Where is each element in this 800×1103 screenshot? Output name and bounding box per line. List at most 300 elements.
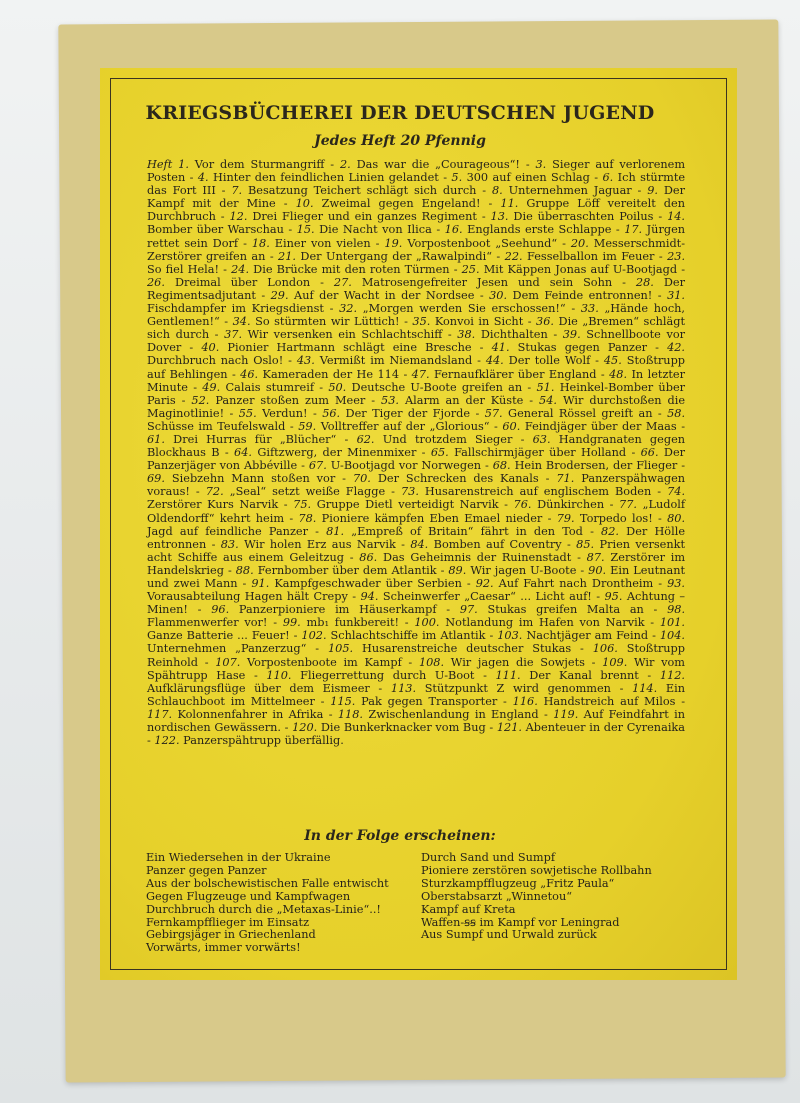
issue-title: Vorpostenboote im Kampf [247, 655, 402, 669]
issue-title: Wir jagen U-Boote [470, 563, 577, 577]
issue-number: 109. [602, 655, 628, 669]
issue-title: Die „Bremen“ schlägt sich durch [147, 315, 686, 342]
issue-title: Zwischenlandung in England [368, 707, 539, 721]
list-item [198, 171, 439, 184]
issue-number: 115. [330, 694, 356, 708]
list-item [496, 669, 639, 682]
issue-title: Wir holen Erz aus Narvik [244, 537, 396, 551]
list-item [154, 734, 343, 747]
upcoming-item: Gegen Flugzeuge und Kampfwagen [146, 889, 351, 903]
issue-number: 29. [270, 288, 289, 302]
issue-title: Vorausabteilung Hagen hält Crepy [147, 590, 348, 604]
issue-title: Handgranaten gegen Blockhaus B [147, 432, 686, 460]
issue-title: Scheinwerfer „Caesar“ ... Licht auf! [382, 590, 592, 604]
list-item [206, 485, 385, 498]
issue-number: 39. [562, 328, 581, 342]
issue-number: 4. [197, 171, 209, 185]
list-item [401, 485, 651, 498]
issue-title: Konvoi in Sicht [434, 315, 524, 329]
upcoming-item: Panzer gegen Panzer [146, 863, 267, 877]
issue-title: Matrosengefreiter Jesen und sein Sohn [361, 275, 613, 289]
issue-number: 20. [570, 236, 589, 250]
issue-number: 91. [251, 577, 270, 590]
issue-title: Drei Hurras für „Blücher“ [173, 432, 337, 446]
list-item [497, 721, 685, 734]
issue-number: 28. [635, 275, 654, 289]
issue-title: Dem Feinde entronnen! [512, 288, 653, 302]
issue-number: 62. [356, 432, 375, 446]
list-item [357, 433, 513, 446]
issue-number: 83. [220, 537, 239, 551]
issue-title: Giftzwerg, der Minenmixer [257, 446, 417, 460]
issue-title: Panzerpioniere im Häuserkampf [238, 603, 437, 617]
series-title: KRIEGSBÜCHEREI DER DEUTSCHEN JUGEND [145, 102, 655, 124]
list-item [502, 420, 676, 433]
issue-number: 64. [234, 446, 253, 460]
issue-title: Gruppe Dietl verteidigt Narvik [316, 498, 499, 512]
list-item [489, 289, 652, 302]
issue-title: Wir jagen die Sowjets [450, 655, 585, 669]
list-item [381, 394, 523, 407]
issue-number: 89. [448, 563, 467, 577]
issue-title: Volltreffer auf der „Glorious“ [320, 419, 490, 433]
list-item [231, 184, 476, 197]
issue-number: 98. [667, 603, 686, 617]
list-item [292, 721, 486, 734]
issue-number: 103. [497, 629, 523, 643]
issue-title: Drei Flieger und ein ganzes Regiment [252, 210, 477, 224]
list-item [298, 420, 489, 433]
issue-title: Und trotzdem Sieger [382, 432, 513, 446]
list-item [340, 158, 520, 171]
issue-title: Hein Brodersen, der Flieger [514, 459, 678, 473]
issue-title: „Empreß of Britain“ fährt in den Tod [351, 524, 583, 538]
issue-number: 110. [266, 668, 292, 682]
issue-number: 99. [282, 616, 301, 630]
issue-number: 113. [390, 681, 417, 695]
list-item [271, 289, 475, 302]
issue-title: Sieger auf verlorenem Posten [147, 158, 686, 185]
issue-title: Panzerspähwagen voraus! [147, 472, 686, 499]
list-item [334, 276, 612, 289]
issue-number: 11. [500, 197, 519, 211]
issue-title: Das Geheimnis der Ruinenstadt [383, 550, 572, 564]
issue-title: Der Regimentsadjutant [147, 275, 686, 302]
issue-number: 119. [553, 707, 579, 721]
issue-number: 100. [414, 616, 440, 630]
issue-title: Prien versenkt acht Schiffe aus einem Geleitzug [147, 537, 686, 564]
issue-title: Einer von vielen [274, 236, 371, 250]
issue-number: 66. [640, 446, 659, 460]
upcoming-item: Aus der bolschewistischen Falle entwischt [146, 876, 389, 890]
issue-number: 118. [337, 707, 364, 721]
issue-number: 36. [536, 315, 555, 329]
issue-title: Dünkirchen [537, 498, 605, 512]
issue-number: 79. [556, 511, 575, 525]
list-item [497, 629, 648, 642]
list-item [221, 538, 396, 551]
issue-number: 33. [580, 302, 599, 316]
issue-title: Hinter den feindlichen Linien gelandet [213, 171, 439, 185]
issue-title: „Ludolf Oldendorff“ kehrt heim [147, 498, 686, 525]
issue-title: Vorpostenboot „Seehund“ [407, 236, 558, 250]
upcoming-item: Pioniere zerstören sowjetische Rollbahn [421, 863, 652, 877]
issue-number: 95. [604, 590, 623, 604]
issue-title: Fesselballon im Feuer [527, 249, 655, 263]
issue-title: Der Tiger der Fjorde [345, 406, 471, 420]
upcoming-list-left [146, 852, 406, 955]
issue-title: Feindjäger über der Maas [524, 419, 677, 433]
issue-title: Kolonnenfahrer in Afrika [177, 707, 324, 721]
list-item [492, 341, 647, 354]
issue-number: 49. [202, 380, 221, 394]
issue-number: 76. [513, 498, 532, 512]
list-item [191, 394, 365, 407]
upcoming-item: Sturzkampfflugzeug „Fritz Paula“ [421, 876, 615, 890]
issue-number: 59. [298, 419, 317, 433]
issue-number: 17. [624, 223, 643, 237]
issue-title: Pioniere kämpfen Eben Emael nieder [321, 511, 543, 525]
list-item [240, 368, 399, 381]
issue-number: 74. [667, 485, 686, 499]
issue-number: 86. [359, 550, 378, 564]
issue-number: 21. [278, 249, 297, 263]
issue-number: 46. [240, 367, 259, 381]
issue-number: 97. [459, 603, 478, 617]
issue-title: Wir versenken ein Schlachtschiff [247, 328, 443, 342]
issue-title: Kampfgeschwader über Serbien [274, 577, 462, 590]
list-item [147, 708, 323, 721]
issue-number: 63. [532, 432, 551, 446]
list-item [251, 577, 462, 590]
issue-number: 69. [147, 472, 165, 486]
list-item [202, 381, 314, 394]
issue-number: 34. [232, 315, 251, 329]
list-item [384, 237, 557, 250]
issue-title: U-Bootjagd vor Norwegen [330, 459, 482, 473]
issue-title: Aufklärungsflüge über dem Eismeer [147, 681, 370, 695]
issue-number: 106. [592, 642, 618, 656]
issue-title: Der Kanal brennt [529, 668, 639, 682]
upcoming-item: Vorwärts, immer vorwärts! [146, 941, 301, 955]
issue-number: 67. [308, 459, 327, 473]
list-item [557, 512, 653, 525]
issue-title: Zerstörer Kurs Narvik [147, 498, 279, 512]
issue-number: 10. [295, 197, 314, 211]
issue-title: Verdun! [262, 406, 308, 420]
issue-number: 117. [147, 707, 173, 721]
issue-title: Bomber über Warschau [147, 223, 284, 237]
issue-title: Schlachtschiffe im Atlantik [330, 629, 486, 643]
list-item [486, 354, 590, 367]
issue-number: 7. [231, 184, 243, 198]
issue-number: 31. [667, 288, 686, 302]
issue-title: Der Untergang der „Rawalpindi“ [300, 249, 493, 263]
list-item [298, 512, 542, 525]
issue-number: 107. [215, 655, 241, 669]
issue-number: 84. [410, 537, 429, 551]
list-item [505, 250, 655, 263]
issue-number: 40. [201, 341, 220, 355]
list-item [460, 603, 644, 616]
issue-number: 22. [504, 249, 523, 263]
price-subtitle: Jedes Heft 20 Pfennig [314, 133, 486, 149]
upcoming-list-right [421, 852, 711, 942]
issue-title: Notlandung im Hafen von Narvik [445, 616, 645, 630]
issue-title: Calais stumreif [225, 380, 315, 394]
issue-title: Unternehmen Jaguar [508, 184, 632, 198]
issue-title: Besatzung Teichert schlägt sich durch [248, 184, 477, 198]
list-item [278, 250, 492, 263]
list-item [178, 158, 324, 171]
list-item [301, 629, 485, 642]
issue-title: Wir vom Spähtrupp Hase [147, 655, 685, 682]
issue-number: 57. [484, 406, 503, 420]
list-item [236, 564, 437, 577]
list-item [493, 459, 678, 472]
issue-number: 58. [667, 406, 686, 420]
list-item [445, 223, 612, 236]
list-item [330, 695, 497, 708]
issue-number: 60. [502, 419, 521, 433]
issue-number: 87. [586, 550, 605, 564]
issue-number: 68. [492, 459, 511, 473]
issue-number: 114. [632, 681, 658, 695]
issue-number: 104. [659, 629, 686, 643]
issue-title: Panzerspähtrupp überfällig. [183, 734, 344, 748]
upcoming-item: Durchbruch durch die „Metaxas-Linie“..! [146, 902, 381, 916]
issue-title: „Hände hoch, Gentlemen!“ [147, 302, 686, 329]
list-item [391, 682, 611, 695]
issue-number: 9. [647, 184, 659, 198]
issue-title: Die Brücke mit den roten Türmen [253, 262, 450, 276]
issue-title: Der Schrecken des Kanals [377, 472, 539, 486]
issue-title: Gruppe Löff vereitelt den Durchbruch [147, 197, 685, 224]
upcoming-item: Kampf auf Kreta [421, 902, 516, 916]
issue-title: „Seal“ setzt weiße Flagge [229, 485, 386, 499]
issue-title: Schüsse im Teufelswald [147, 419, 286, 433]
issue-title: Der tolle Wolf [508, 354, 591, 368]
issue-number: 52. [191, 393, 210, 407]
issue-number: 35. [412, 315, 431, 329]
list-item [410, 538, 561, 551]
list-item [491, 210, 654, 223]
issue-number: 77. [619, 498, 638, 512]
issue-number: 111. [495, 668, 521, 682]
issue-title: Jagd auf feindliche Panzer [147, 524, 308, 538]
issue-number: 18. [251, 236, 270, 250]
issue-title: So fiel Hela! [147, 262, 220, 276]
issue-title: Stoßtrupp Reinhold [147, 642, 686, 669]
issue-title: Dichthalten [480, 328, 548, 342]
list-item [514, 498, 605, 511]
list-item [451, 171, 590, 184]
issue-number: 120. [292, 721, 318, 735]
issue-number: 25. [461, 262, 480, 276]
list-item [513, 695, 676, 708]
issue-number: 55. [238, 406, 257, 420]
list-item [309, 459, 481, 472]
list-item [296, 197, 481, 210]
issue-number: 3. [535, 158, 547, 171]
issue-number: 96. [211, 603, 230, 617]
issue-title: Der Panzerjäger von Abbéville [147, 446, 686, 473]
issue-title: Ein Schlauchboot im Mittelmeer [147, 681, 685, 708]
issue-number: 93. [667, 577, 686, 590]
issue-title: Abenteuer in der Cyrenaika [525, 721, 686, 735]
issue-title: Fallschirmjäger über Holland [454, 446, 627, 460]
issue-number: 54. [539, 393, 558, 407]
list-item [229, 210, 476, 223]
issue-number: 2. [339, 158, 351, 171]
issue-title: Alarm an der Küste [404, 393, 524, 407]
list-item [215, 656, 402, 669]
issue-number: 44. [485, 354, 504, 368]
issue-number: 73. [400, 485, 419, 499]
list-item [147, 276, 310, 289]
issue-title: Flammenwerfer vor! [147, 616, 268, 630]
issue-number: 81. [326, 524, 345, 538]
issue-number: 1. [178, 158, 189, 171]
list-item [234, 446, 416, 459]
list-item [322, 407, 470, 420]
list-item [211, 603, 436, 616]
issue-title: In letzter Minute [147, 367, 686, 394]
issue-number: 75. [293, 498, 312, 512]
issue-number: 13. [490, 210, 509, 224]
issue-title: Fernaufklärer über England [434, 367, 597, 381]
issue-number: 8. [491, 184, 503, 198]
upcoming-item: Fernkampfflieger im Einsatz [146, 915, 310, 929]
issue-title: Unternehmen „Panzerzug“ [147, 642, 307, 656]
issue-number: 45. [603, 354, 622, 368]
list-item [297, 354, 472, 367]
issue-number: 56. [322, 406, 341, 420]
issue-number: 50. [328, 380, 347, 394]
issue-number: 105. [327, 642, 354, 656]
list-item [431, 446, 626, 459]
list-item [297, 223, 432, 236]
issue-title: Fernbomber über dem Atlantik [257, 563, 437, 577]
issue-number: 12. [229, 210, 248, 224]
list-item [412, 315, 523, 328]
issue-title: Englands erste Schlappe [467, 223, 612, 237]
issue-number: 42. [667, 341, 686, 355]
list-item [326, 525, 583, 538]
issue-number: 72. [205, 485, 224, 499]
list-item [224, 328, 442, 341]
issue-title: Torpedo los! [579, 511, 653, 525]
list-item [252, 237, 371, 250]
issue-number: 16. [444, 223, 463, 237]
issue-title: Heinkel-Bomber über Paris [147, 380, 686, 407]
list-item [328, 381, 522, 394]
issue-title: Fliegerrettung durch U-Boot [300, 668, 475, 682]
issue-title: Kameraden der He 114 [262, 367, 400, 381]
issue-title: Panzer stoßen zum Meer [215, 393, 366, 407]
issue-number: 80. [667, 511, 686, 525]
issue-number: 43. [296, 354, 315, 368]
issue-title: Handstreich auf Milos [543, 694, 676, 708]
upcoming-item: Ein Wiedersehen in der Ukraine [146, 851, 331, 864]
upcoming-title: In der Folge erscheinen: [304, 828, 496, 844]
issue-title: Husarenstreich auf englischem Boden [424, 485, 652, 499]
list-item [147, 433, 336, 446]
issue-title: Fischdampfer im Kriegsdienst [147, 302, 324, 316]
issue-title: „Morgen werden Sie erschossen!“ [362, 302, 566, 316]
issue-number: 121. [496, 721, 522, 735]
issue-title: So stürmten wir Lüttich! [255, 315, 400, 329]
issue-title: Ganze Batterie ... Feuer! [147, 629, 290, 643]
issue-title: Die überraschten Poilus [513, 210, 654, 224]
issue-title: Schnellboote vor Dover [147, 328, 686, 355]
list-label: Heft [147, 158, 173, 171]
upcoming-item: Waffen-ꞩꞩ im Kampf vor Leningrad [421, 915, 620, 929]
upcoming-item: Oberstabsarzt „Winnetou“ [421, 889, 573, 903]
issue-number: 48. [609, 367, 628, 381]
issue-title: Der Hölle entronnen [147, 524, 686, 551]
issue-number: 27. [333, 275, 352, 289]
issue-number: 61. [147, 432, 165, 446]
issue-title: Stukas greifen Malta an [487, 603, 644, 617]
list-item [339, 302, 566, 315]
issue-number: 116. [512, 694, 538, 708]
issue-title: Zerstörer im Handelskrieg [147, 550, 686, 577]
issue-number: 26. [147, 275, 165, 289]
issue-number: 38. [457, 328, 476, 342]
issue-number: 112. [659, 668, 686, 682]
issue-title: Auf Feindfahrt in nordischen Gewässern. [147, 707, 686, 735]
list-item [293, 498, 498, 511]
issue-title: Stoßtrupp auf Behlingen [147, 354, 686, 381]
list-item [283, 616, 399, 629]
list-item [353, 472, 539, 485]
list-item [414, 616, 644, 629]
issue-number: 82. [601, 524, 619, 538]
list-item [147, 472, 335, 485]
issue-title: Pak gegen Transporter [361, 694, 498, 708]
issue-number: 51. [536, 380, 555, 394]
issue-number: 88. [235, 563, 254, 577]
issue-title: Deutsche U-Boote greifen an [351, 380, 523, 394]
issue-title: Das war die „Courageous“! [356, 158, 520, 171]
issue-title: Stukas gegen Panzer [517, 341, 648, 355]
issue-title: Achtung – Minen! [147, 590, 686, 617]
issue-number: 23. [667, 249, 686, 263]
issue-title: Mit Käppen Jonas auf U-Bootjagd [483, 262, 678, 276]
issue-number: 70. [352, 472, 371, 486]
issue-number: 94. [360, 590, 379, 604]
issue-number: 6. [602, 171, 614, 185]
booklet-list: Heft 1. Vor dem Sturmangriff - 2. Das war die „Courageous“! - 3. Sieger auf verlorenem Posten - 4. Hinter den feindlichen Linien gelandet - 5. 300 auf einen Schlag - 6. Ich stürmte das Fort III - 7. Besatzung Teichert schlägt sich durch - 8. Unternehmen Jaguar - 9. Der Kampf mit der Mine - 10. Zweimal gegen Engeland! - 11. Gruppe Löff vereitelt den Durchbruch - 12. Drei Flieger und ein ganzes Regiment - 13. Die überraschten Poilus - 14. Bomber über Warschau - 15. Die Nacht von Ilica - 16. Englands erste Schlappe - 17. Jürgen rettet sein Dorf - 18. Einer von vielen - 19. Vorpostenboot „Seehund“ - 20. Messerschmidt-Zerstörer greifen an - 21. Der Untergang der „Rawalpindi“ - 22. Fesselballon im Feuer - 23. So fiel Hela! - 24. Die Brücke mit den roten Türmen - 25. Mit Käppen Jonas auf U-Bootjagd - 26. Dreimal über London - 27. Matrosengefreiter Jesen und sein Sohn - 28. Der Regimentsadjutant - 29. Auf der Wacht in der Nordsee - 30. Dem Feinde entronnen! - 31. Fischdampfer im Kriegsdienst - 32. „Morgen werden Sie erschossen!“ - 33. „Hände hoch, Gentlemen!“ - 34. So stürmten wir Lüttich! - 35. Konvoi in Sicht - 36. Die „Bremen“ schlägt sich durch - 37. Wir versenken ein Schlachtschiff - 38. Dichthalten - 39. Schnellboote vor Dover - 40. Pionier Hartmann schlägt eine Bresche - 41. Stukas gegen Panzer - 42. Durchbruch nach Oslo! - 43. Vermißt im Niemandsland - 44. Der tolle Wolf - 45. Stoßtrupp auf Behlingen - 46. Kameraden der He 114 - 47. Fernaufklärer über England - 48. In letzter Minute - 49. Calais stumreif - 50. Deutsche U-Boote greifen an - 51. Heinkel-Bomber über Paris - 52. Panzer stoßen zum Meer - 53. Alarm an der Küste - 54. Wir durchstoßen die Maginotlinie! - 55. Verdun! - 56. Der Tiger der Fjorde - 57. General Rössel greift an - 58. Schüsse im Teufelswald - 59. Volltreffer auf der „Glorious“ - 60. Feindjäger über der Maas - 61. Drei Hurras für „Blücher“ - 62. Und trotzdem Sieger - 63. Handgranaten gegen Blockhaus B - 64. Giftzwerg, der Minenmixer - 65. Fallschirmjäger über Holland - 66. Der Panzerjäger von Abbéville - 67. U-Bootjagd vor Norwegen - 68. Hein Brodersen, der Flieger - 69. Siebzehn Mann stoßen vor - 70. Der Schrecken des Kanals - 71. Panzerspähwagen voraus! - 72. „Seal“ setzt weiße Flagge - 73. Husarenstreich auf englischem Boden - 74. Zerstörer Kurs Narvik - 75. Gruppe Dietl verteidigt Narvik - 76. Dünkirchen - 77. „Ludolf Oldendorff“ kehrt heim - 78. Pioniere kämpfen Eben Emael nieder - 79. Torpedo los! - 80. Jagd auf feindliche Panzer - 81. „Empreß of Britain“ fährt in den Tod - 82. Der Hölle entronnen - 83. Wir holen Erz aus Narvik - 84. Bomben auf Coventry - 85. Prien versenkt acht Schiffe aus einem Geleitzug - 86. Das Geheimnis der Ruinenstadt - 87. Zerstörer im Handelskrieg - 88. Fernbomber über dem Atlantik - 89. Wir jagen U-Boote - 90. Ein Leutnant und zwei Mann - 91. Kampfgeschwader über Serbien - 92. Auf Fahrt nach Drontheim - 93. Vorausabteilung Hagen hält Crepy - 94. Scheinwerfer „Caesar“ ... Licht auf! - 95. Achtung – Minen! - 96. Panzerpioniere im Häuserkampf - 97. Stukas greifen Malta an - 98. Flammenwerfer vor! - 99. mb₁ funkbereit! - 100. Notlandung im Hafen von Narvik - 101. Ganze Batterie ... Feuer! - 102. Schlachtschiffe im Atlantik - 103. Nachtjäger am Feind - 104. Unternehmen „Panzerzug“ - 105. Husarenstreiche deutscher Stukas - 106. Stoßtrupp Reinhold - 107. Vorpostenboote im Kampf - 108. Wir jagen die Sowjets - 109. Wir vom Spähtrupp Hase - 110. Fliegerrettung durch U-Boot - 111. Der Kanal brennt - 112. Aufklärungsflüge über dem Eismeer - 113. Stützpunkt Z wird genommen - 114. Ein Schlauchboot im Mittelmeer - 115. Pak gegen Transporter - 116. Handstreich auf Milos - 117. Kolonnenfahrer in Afrika - 118. Zwischenlandung in England - 119. Auf Feindfahrt in nordischen Gewässern. - 120. Die Bunkerknacker vom Bug - 121. Abenteuer in der Cyrenaika - 122. Panzerspähtrupp überfällig. [147, 158, 686, 748]
issue-number: 15. [296, 223, 315, 237]
issue-number: 65. [430, 446, 449, 460]
issue-number: 14. [667, 210, 686, 224]
issue-number: 90. [588, 563, 607, 577]
issue-number: 85. [576, 537, 595, 551]
upcoming-item: Aus Sumpf und Urwald zurück [421, 928, 597, 942]
issue-number: 19. [384, 236, 403, 250]
issue-number: 47. [411, 367, 430, 381]
list-item [485, 407, 653, 420]
list-item [201, 341, 471, 354]
issue-title: Durchbruch nach Oslo! [147, 354, 284, 368]
list-item [476, 577, 654, 590]
issue-number: 41. [491, 341, 510, 355]
issue-number: 5. [451, 171, 463, 185]
issue-title: Bomben auf Coventry [433, 537, 562, 551]
list-item [412, 368, 597, 381]
